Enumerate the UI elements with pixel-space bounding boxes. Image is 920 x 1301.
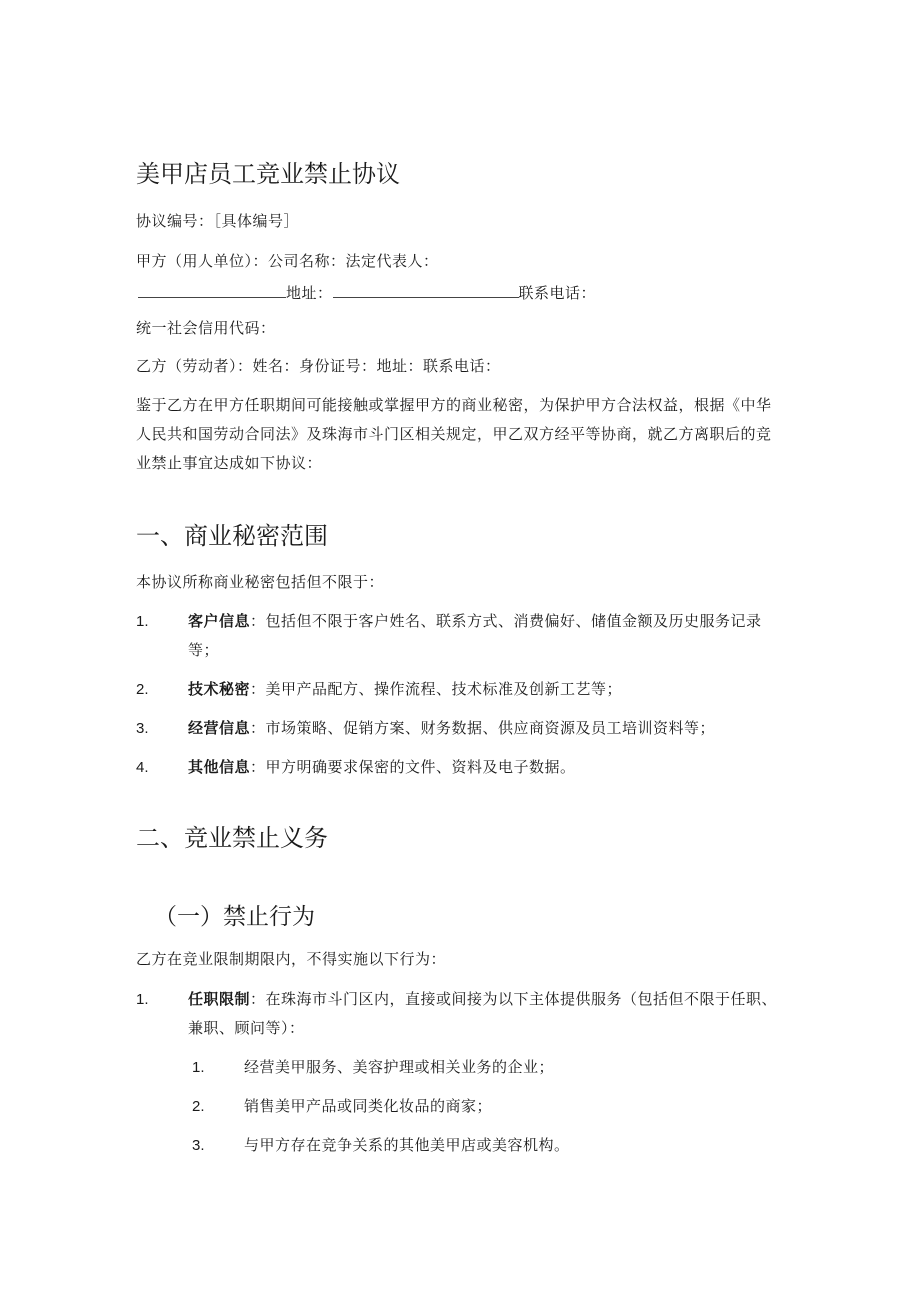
party-a-address-line (138, 283, 596, 301)
phone-label: 联系电话： (518, 284, 597, 302)
list-item (188, 682, 622, 697)
agreement-number: 协议编号：［具体编号］ (136, 212, 300, 230)
party-b-line: 乙方（劳动者）：姓名：身份证号：地址：联系电话： (136, 357, 501, 375)
sublist-item: 销售美甲产品或同类化妆品的商家； (244, 1097, 493, 1115)
document-title: 美甲店员工竞业禁止协议 (136, 160, 400, 188)
list-item (188, 721, 715, 736)
list-item (188, 760, 576, 775)
list-term: 其他信息 (188, 758, 251, 776)
sublist-number: 3. (192, 1137, 205, 1154)
list-item (188, 614, 762, 629)
sublist-number: 2. (192, 1098, 205, 1115)
list-text: ：甲方明确要求保密的文件、资料及电子数据。 (250, 758, 576, 776)
preamble-line: 业禁止事宜达成如下协议： (136, 454, 323, 472)
list-term: 经营信息 (188, 719, 251, 737)
list-text: ：包括但不限于客户姓名、联系方式、消费偏好、储值金额及历史服务记录 (250, 612, 762, 630)
preamble-line: 鉴于乙方在甲方任职期间可能接触或掌握甲方的商业秘密，为保护甲方合法权益，根据《中华 (136, 396, 772, 414)
list-item-continuation: 等； (188, 641, 220, 659)
list-term: 客户信息 (188, 612, 251, 630)
list-text: ：在珠海市斗门区内，直接或间接为以下主体提供服务（包括但不限于任职、 (250, 990, 778, 1008)
section-heading: 二、竞业禁止义务 (136, 824, 328, 852)
list-number: 1. (136, 613, 149, 630)
address-label: 地址： (286, 284, 333, 302)
list-number: 3. (136, 720, 149, 737)
list-text: ：市场策略、促销方案、财务数据、供应商资源及员工培训资料等； (250, 719, 716, 737)
list-number: 2. (136, 681, 149, 698)
section-intro: 乙方在竞业限制期限内，不得实施以下行为： (136, 950, 447, 968)
list-number: 4. (136, 759, 149, 776)
party-a-line: 甲方（用人单位）：公司名称：法定代表人： (136, 252, 439, 270)
list-term: 任职限制 (188, 990, 251, 1008)
section-heading: 一、商业秘密范围 (136, 522, 328, 550)
list-item (188, 992, 777, 1007)
blank-line (138, 283, 286, 298)
sublist-number: 1. (192, 1059, 205, 1076)
credit-code: 统一社会信用代码： (136, 319, 276, 337)
sublist-item: 与甲方存在竞争关系的其他美甲店或美容机构。 (244, 1136, 570, 1154)
sublist-item: 经营美甲服务、美容护理或相关业务的企业； (244, 1058, 555, 1076)
blank-line (333, 283, 519, 298)
subsection-heading: （一）禁止行为 (154, 904, 315, 930)
preamble-line: 人民共和国劳动合同法》及珠海市斗门区相关规定，甲乙双方经平等协商，就乙方离职后的竞 (136, 425, 772, 443)
list-term: 技术秘密 (188, 680, 251, 698)
list-text: ：美甲产品配方、操作流程、技术标准及创新工艺等； (250, 680, 623, 698)
section-intro: 本协议所称商业秘密包括但不限于： (136, 573, 385, 591)
list-item-continuation: 兼职、顾问等）： (188, 1019, 305, 1037)
list-number: 1. (136, 991, 149, 1008)
